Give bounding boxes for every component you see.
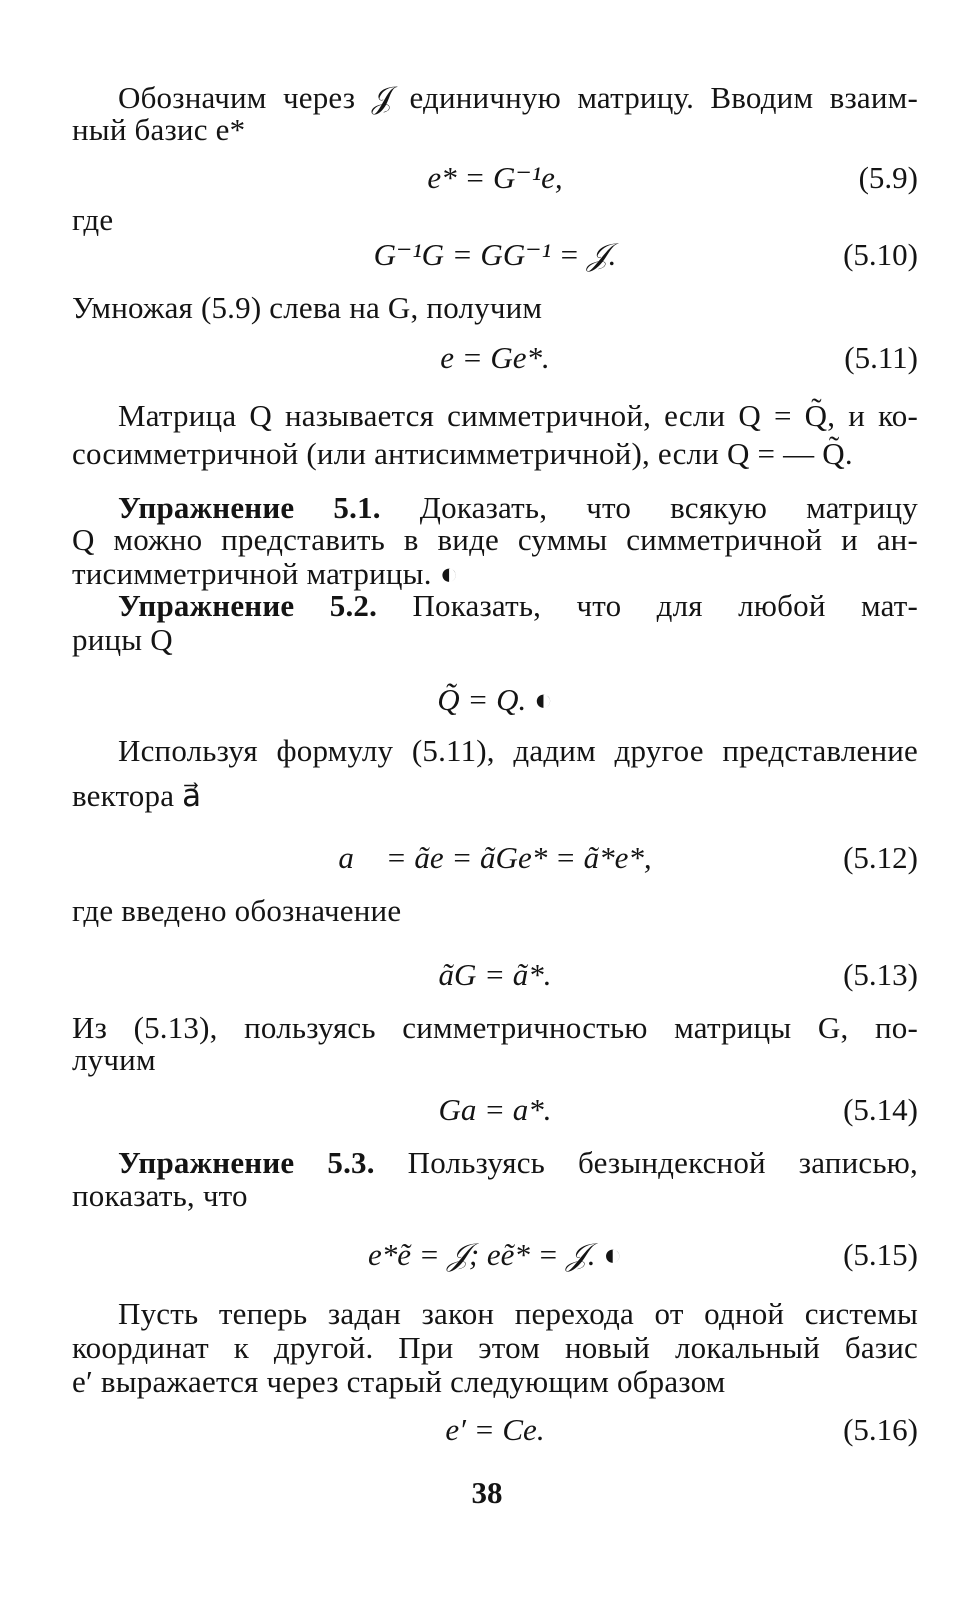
- text-line: Из (5.13), пользуясь симметричностью матрицы G, по-: [72, 1010, 918, 1045]
- equation-number: (5.9): [858, 160, 918, 195]
- text-line: показать, что: [72, 1178, 248, 1213]
- equation-formula: Q̃̃ = Q. ◐: [437, 682, 553, 717]
- equation-formula: e′ = Ce.: [445, 1412, 545, 1447]
- equation-number: (5.14): [843, 1092, 918, 1127]
- text-line: тисимметричной матрицы. ◐: [72, 556, 459, 591]
- exercise-text: Доказать, что всякую матрицу: [419, 490, 918, 525]
- exercise-text: Показать, что для любой мат-: [412, 588, 919, 623]
- exercise-label: Упражнение 5.2.: [118, 588, 378, 623]
- text-line: сосимметричной (или антисимметричной), если Q = — Q̃.: [72, 436, 853, 471]
- equation-5-13: [72, 955, 918, 995]
- equation-5-15: [72, 1235, 918, 1275]
- equation-5-11: [72, 338, 918, 378]
- equation-number: (5.12): [843, 840, 918, 875]
- equation-q-double-tilde: [72, 680, 918, 720]
- text-line: координат к другой. При этом новый локальный базис: [72, 1330, 918, 1365]
- text-line: вектора a⃗: [72, 778, 202, 813]
- text-line: где введено обозначение: [72, 893, 402, 928]
- equation-number: (5.15): [843, 1237, 918, 1272]
- exercise-label: Упражнение 5.3.: [118, 1145, 375, 1180]
- equation-formula: e*ẽ = 𝒥; eẽ* = 𝒥. ◐: [368, 1237, 622, 1272]
- text-line: где: [72, 202, 114, 237]
- text-line: Пусть теперь задан закон перехода от одной системы: [118, 1296, 918, 1331]
- text-line: e′ выражается через старый следующим образом: [72, 1364, 726, 1399]
- equation-5-16: [72, 1410, 918, 1450]
- text-line: ный базис e*: [72, 112, 246, 147]
- equation-number: (5.16): [843, 1412, 918, 1447]
- equation-formula: e* = G⁻¹e,: [427, 160, 563, 195]
- equation-formula: Ga = a*.: [438, 1092, 552, 1127]
- exercise-5-2-line: [118, 588, 918, 624]
- equation-number: (5.11): [844, 340, 918, 375]
- text-line: Матрица Q называется симметричной, если Q = Q̃, и ко-: [118, 398, 918, 433]
- text-line: рицы Q: [72, 622, 173, 657]
- text-line: Умножая (5.9) слева на G, получим: [72, 290, 543, 325]
- equation-5-9: [72, 158, 918, 198]
- equation-formula: G⁻¹G = GG⁻¹ = 𝒥.: [373, 237, 617, 272]
- text-line: Обозначим через 𝒥 единичную матрицу. Вводим взаим-: [118, 80, 918, 115]
- equation-number: (5.10): [843, 237, 918, 272]
- exercise-5-3-line: [118, 1145, 918, 1181]
- equation-number: (5.13): [843, 957, 918, 992]
- text-line: лучим: [72, 1042, 156, 1077]
- text-line: Q можно представить в виде суммы симметричной и ан-: [72, 522, 918, 557]
- equation-5-12: [72, 838, 918, 878]
- exercise-label: Упражнение 5.1.: [118, 490, 381, 525]
- exercise-5-1-line: [118, 490, 918, 526]
- page-number: 38: [471, 1475, 503, 1510]
- equation-5-14: [72, 1090, 918, 1130]
- equation-5-10: [72, 235, 918, 275]
- exercise-text: Пользуясь безындексной записью,: [407, 1145, 918, 1180]
- equation-formula: e = Ge*.: [440, 340, 550, 375]
- text-line: Используя формулу (5.11), дадим другое представление: [118, 733, 918, 768]
- equation-formula: ãG = ã*.: [438, 957, 552, 992]
- equation-formula: a⃗ = ãe = ãGe* = ã*e*,: [338, 840, 652, 875]
